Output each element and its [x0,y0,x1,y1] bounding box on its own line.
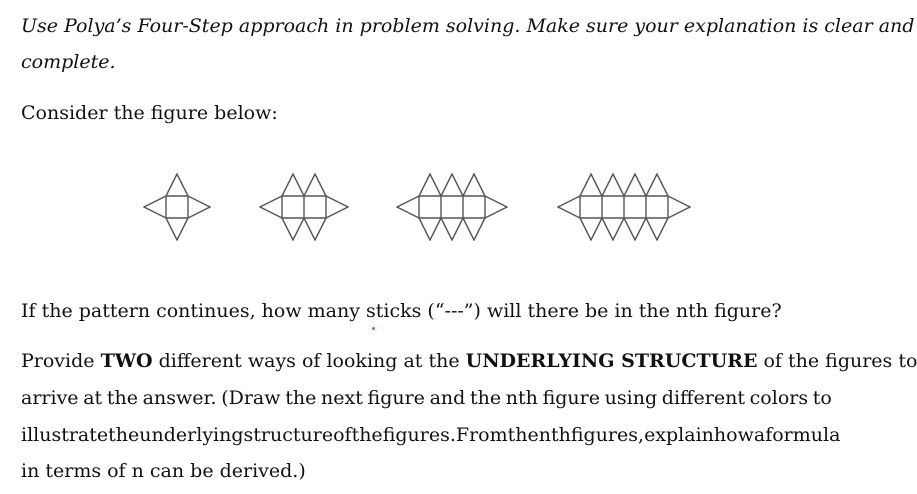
stick [646,174,657,196]
stick [419,218,430,240]
provide-line-2-word: figure [367,387,425,409]
provide-line-3-word: the [507,424,539,446]
stick [602,174,613,196]
provide-line-3-word: a [753,424,766,446]
consider-prompt: Consider the figure below: [21,102,278,124]
provide-line-2-word: and [429,387,466,409]
stick [282,218,293,240]
stick [441,174,452,196]
stick [580,174,591,196]
stick [635,218,646,240]
provide-line-3-word: From [455,424,508,446]
stick [282,174,293,196]
stick [474,174,485,196]
stick [144,196,166,207]
emphasis-underlying-structure: UNDERLYING STRUCTURE [465,350,758,372]
stick [397,196,419,207]
stick [304,218,315,240]
provide-line-3-word: figures, [570,424,645,446]
stick [485,207,507,218]
provide-line-3-word: underlying [139,424,244,446]
stick [635,174,646,196]
stick [304,174,315,196]
stick [558,207,580,218]
stick [668,196,690,207]
provide-line-2-word: (Draw [221,387,281,409]
stick [326,207,348,218]
stick [188,207,210,218]
provide-line-3-word: figures. [382,424,456,446]
stick [613,174,624,196]
stick [441,218,452,240]
provide-line-4: in terms of n can be derived.) [21,460,306,482]
stick [624,218,635,240]
stick [188,196,210,207]
provide-line-3-word: nth [538,424,571,446]
stick [177,174,188,196]
provide-line-1: Provide TWO different ways of looking at the UNDERLYING STRUCTURE of the figures to [21,350,917,372]
stick [474,218,485,240]
stick [315,218,326,240]
provide-line-3-word: the [108,424,140,446]
provide-line-3-word: explain [644,424,714,446]
stick [668,207,690,218]
stick [646,218,657,240]
emphasis-two: TWO [100,350,153,372]
stick [591,174,602,196]
stick [419,174,430,196]
provide-line-3-word: how [713,424,754,446]
stick [485,196,507,207]
stick [293,174,304,196]
stick [177,218,188,240]
stick [657,174,668,196]
provide-line-2-word: colors [749,387,809,409]
provide-line-3-word: illustrate [21,424,109,446]
stick [293,218,304,240]
stick [602,218,613,240]
provide-line-3-word: of [333,424,352,446]
provide-line-3 [21,417,841,453]
stick [430,174,441,196]
stray-mark [372,327,375,330]
provide-line-2-word: different [661,387,745,409]
provide-line-2-word: to [812,387,832,409]
provide-line-2-word: at [83,387,103,409]
provide-line-3-word: structure [243,424,334,446]
instruction-line-2: complete. [21,51,116,73]
instruction-line-1: Use Polya’s Four-Step approach in problem solving. Make sure your explanation is clear and [21,15,915,37]
stick [166,174,177,196]
stick [144,207,166,218]
stick [260,196,282,207]
provide-line-2-word: arrive [21,387,79,409]
stick [260,207,282,218]
provide-line-2-word: the [285,387,317,409]
provide-line-2-word: the [106,387,138,409]
question-text: If the pattern continues, how many sticks (“---”) will there be in the nth figure? [21,300,782,322]
provide-line-2-word: answer. [142,387,217,409]
provide-line-2-word: figure [542,387,600,409]
stick [452,218,463,240]
stick [558,196,580,207]
provide-line-2-word: nth [505,387,538,409]
provide-line-3-word: the [351,424,383,446]
provide-line-2-word: the [470,387,502,409]
stick [166,218,177,240]
stick [315,174,326,196]
stick [397,207,419,218]
stick [463,218,474,240]
provide-line-3-word: formula [765,424,841,446]
stick [463,174,474,196]
stick [591,218,602,240]
provide-line-2-word: using [604,387,658,409]
stick [326,196,348,207]
provide-line-2-word: next [321,387,363,409]
stick [580,218,591,240]
stick [657,218,668,240]
stick [430,218,441,240]
stick [613,218,624,240]
stick [452,174,463,196]
provide-line-2 [21,380,832,416]
stick [624,174,635,196]
